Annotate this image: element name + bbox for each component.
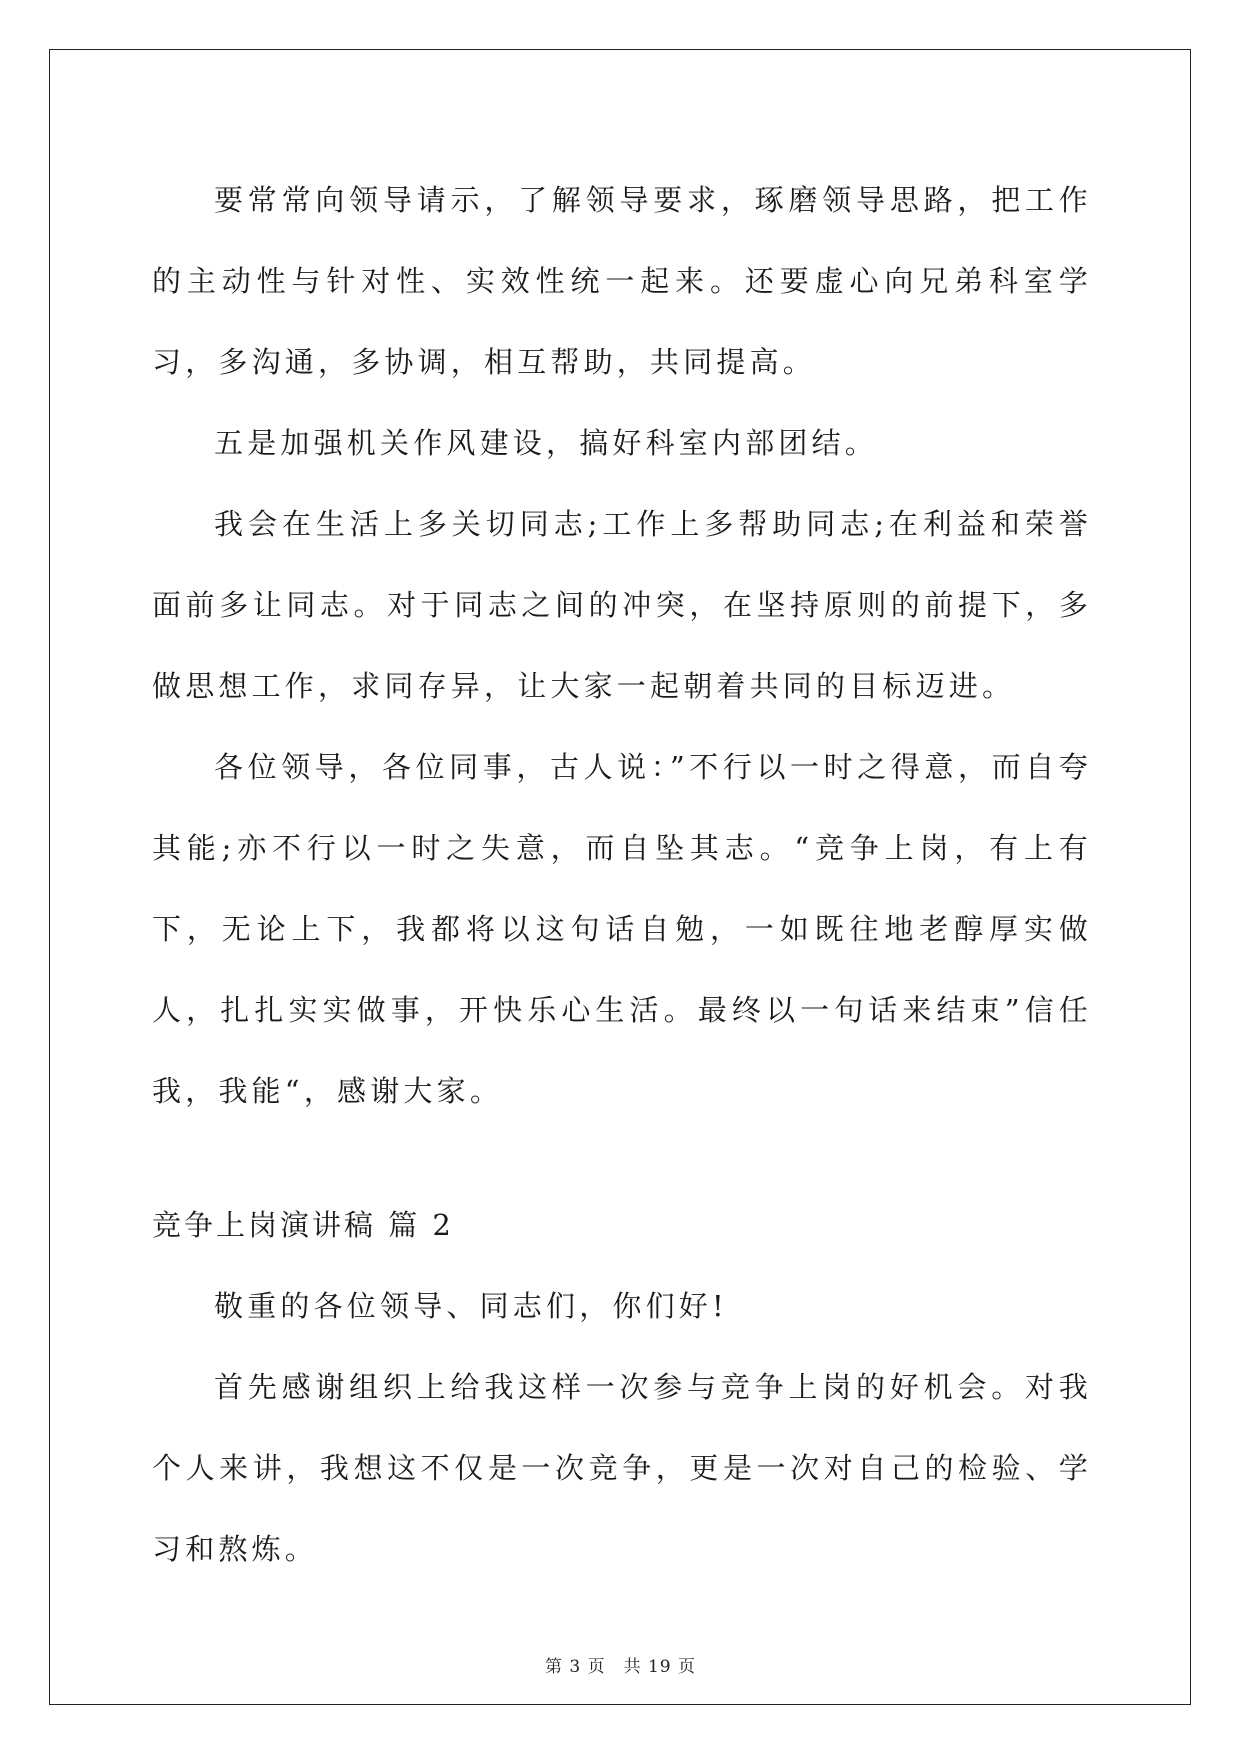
page-number: 第 3 页: [544, 1657, 606, 1677]
paragraph: 各位领导，各位同事，古人说：”不行以一时之得意，而自夸其能;亦不行以一时之失意，而自坠其志。“竞争上岗，有上有下，无论上下，我都将以这句话自勉，一如既往地老醇厚实做人，扎扎实实做事，开快乐心生活。最终以一句话来结束”信任我，我能“，感谢大家。: [152, 750, 1092, 1108]
paragraph: 要常常向领导请示，了解领导要求，琢磨领导思路，把工作的主动性与针对性、实效性统一起来。还要虚心向兄弟科室学习，多沟通，多协调，相互帮助，共同提高。: [152, 183, 1092, 379]
page-total: 共 19 页: [623, 1657, 697, 1677]
section-heading: 竞争上岗演讲稿 篇 2: [152, 1208, 454, 1242]
paragraph: 我会在生活上多关切同志;工作上多帮助同志;在利益和荣誉面前多让同志。对于同志之间的冲突，在坚持原则的前提下，多做思想工作，求同存异，让大家一起朝着共同的目标迈进。: [152, 507, 1092, 703]
paragraph: 敬重的各位领导、同志们，你们好!: [214, 1289, 728, 1323]
paragraph: 五是加强机关作风建设，搞好科室内部团结。: [214, 426, 879, 460]
document-body: [152, 160, 1092, 1590]
page-footer: [0, 1652, 1241, 1677]
paragraph: 首先感谢组织上给我这样一次参与竞争上岗的好机会。对我个人来讲，我想这不仅是一次竞争，更是一次对自己的检验、学习和熬炼。: [152, 1370, 1092, 1566]
